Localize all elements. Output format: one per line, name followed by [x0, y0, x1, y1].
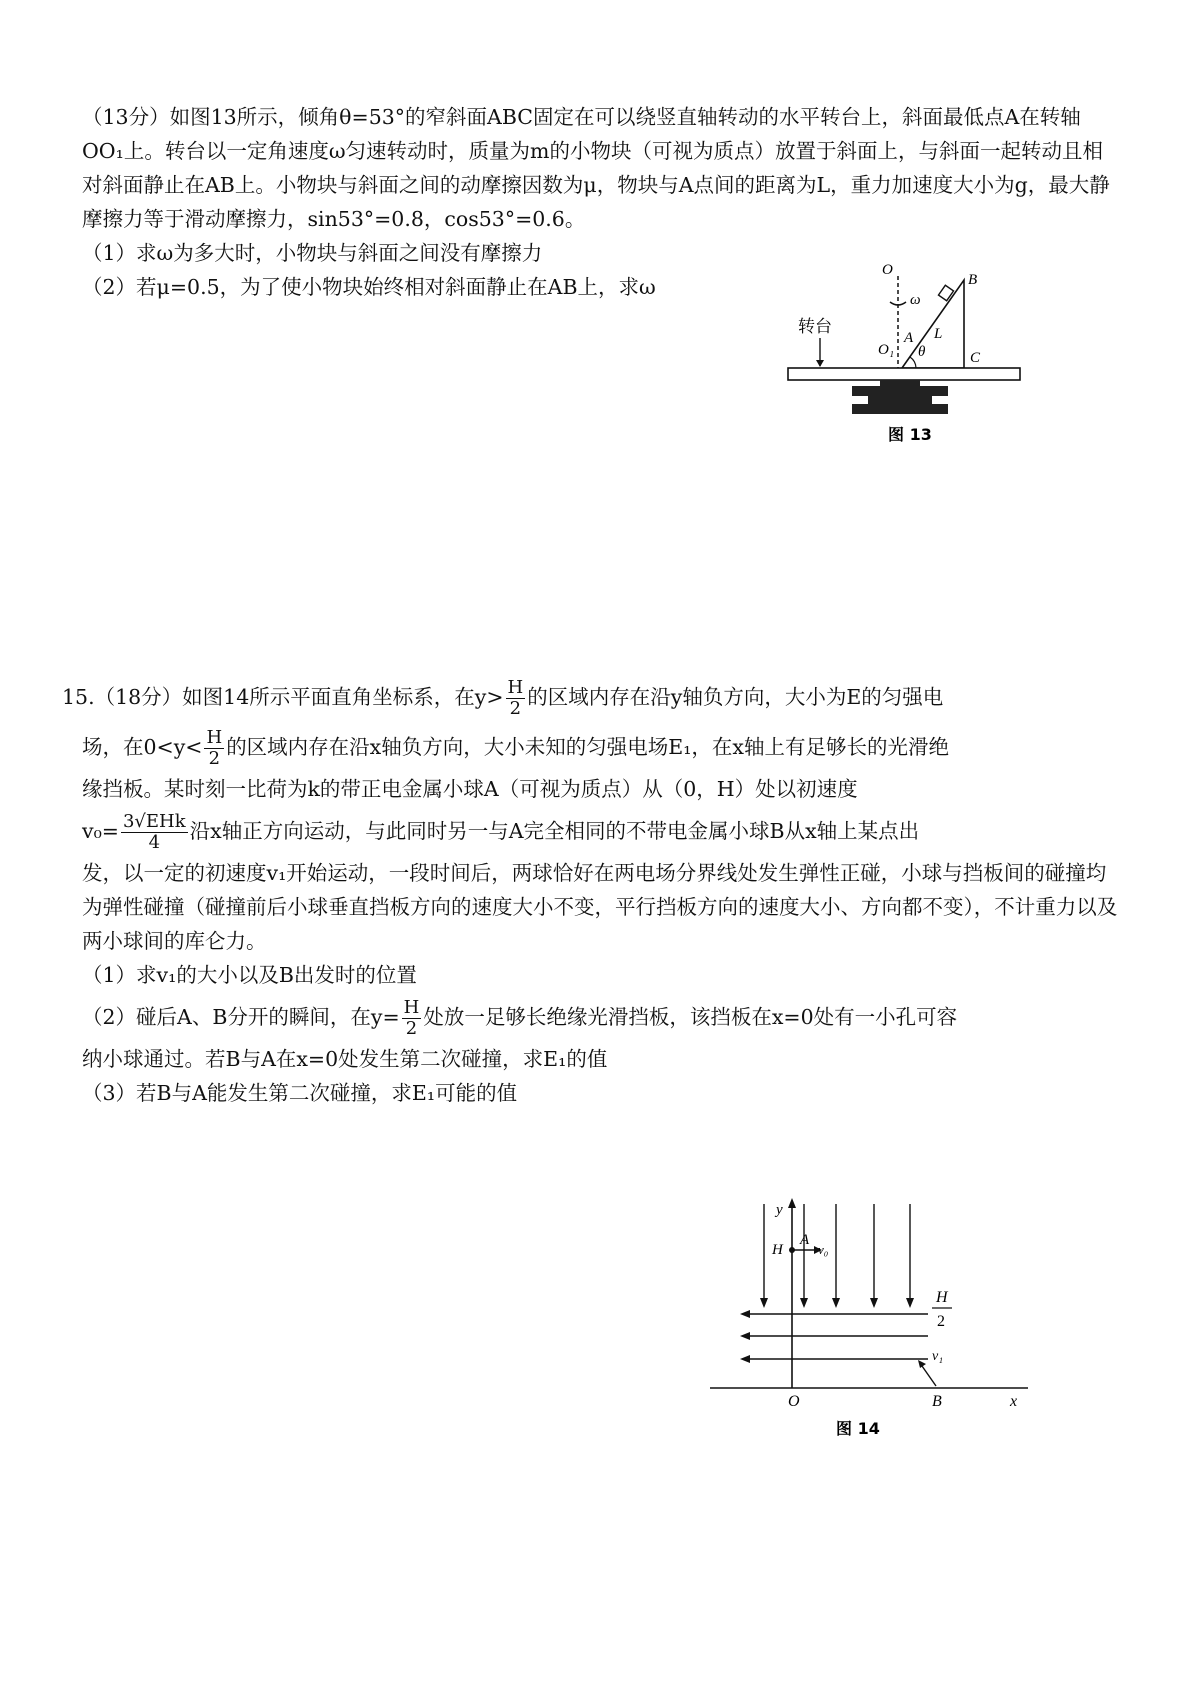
label-O: O: [788, 1393, 800, 1410]
q15-subquestion-3: （3）若B与A能发生第二次碰撞，求E₁可能的值: [82, 1081, 518, 1105]
frac-den-c: 2: [405, 1018, 418, 1039]
q15-subquestion-2-line-2: 纳小球通过。若B与A在x=0处发生第二次碰撞，求E₁的值: [82, 1047, 608, 1071]
q15-head-tail: 的区域内存在沿y轴负方向，大小为E的匀强电: [527, 685, 944, 709]
label-v0: v₀: [818, 1242, 829, 1257]
frac-num-b: H: [206, 727, 223, 748]
y-axis-arrow: [788, 1198, 796, 1208]
label-H: H: [772, 1242, 783, 1258]
figure-13: [780, 262, 1040, 452]
v0-pre: v₀=: [82, 819, 119, 843]
fraction-h-over-2-b: [204, 728, 224, 769]
q15-line2-post: 的区域内存在沿x轴负方向，大小未知的匀强电场E₁，在x轴上有足够长的光滑绝: [226, 735, 949, 759]
q15-head: 15.（18分）如图14所示平面直角坐标系，在y>: [62, 685, 504, 709]
q15-line-2: [62, 722, 1122, 772]
q15-subquestion-1: （1）求v₁的大小以及B出发时的位置: [82, 963, 417, 987]
frac-den: 2: [509, 698, 522, 719]
label-omega: ω: [910, 292, 921, 308]
q15-line-3: 缘挡板。某时刻一比荷为k的带正电金属小球A（可视为质点）从（0，H）处以初速度: [82, 777, 858, 801]
label-H2-den: 2: [937, 1313, 945, 1330]
fraction-v0: [121, 812, 188, 853]
sub2-pre: （2）碰后A、B分开的瞬间，在y=: [82, 1005, 400, 1029]
figure-14-caption: 图 14: [836, 1419, 880, 1438]
field-E-arrowheads: [760, 1298, 914, 1308]
label-A: A: [800, 1232, 810, 1248]
q15-line-4: [62, 806, 1122, 856]
v0-den: 4: [148, 832, 161, 853]
figure-13-caption: 图 13: [888, 425, 932, 444]
label-turntable: 转台: [798, 317, 832, 337]
v0-num: 3√EHk: [122, 811, 186, 832]
field-E1-arrowheads: [740, 1310, 750, 1363]
q15-line2-pre: 场，在0<y<: [82, 735, 203, 759]
q14-subquestion-1: （1）求ω为多大时，小物块与斜面之间没有摩擦力: [82, 241, 543, 265]
sub2-post: 处放一足够长绝缘光滑挡板，该挡板在x=0处有一小孔可容: [423, 1005, 958, 1029]
label-v1: v₁: [932, 1349, 944, 1364]
label-A: A: [904, 330, 914, 346]
q15-subquestion-2: [62, 992, 1122, 1042]
turntable-plate: [788, 368, 1020, 380]
frac-den-b: 2: [208, 748, 221, 769]
fraction-h-over-2: [506, 678, 526, 719]
label-y: y: [776, 1202, 783, 1218]
label-theta: θ: [918, 344, 926, 360]
label-B: B: [932, 1393, 942, 1410]
turntable-pointer-head: [816, 360, 824, 367]
figure-14: [710, 1196, 1040, 1446]
label-H2-num: H: [936, 1289, 948, 1306]
field-E1-lines: [744, 1336, 928, 1359]
q14-paragraph: （13分）如图13所示，倾角θ=53°的窄斜面ABC固定在可以绕竖直轴转动的水平转台上，斜面最低点A在转轴OO₁上。转台以一定角速度ω匀速转动时，质量为m的小物块（可视为质点）放置于斜面上，与斜面一起转动且相对斜面静止在AB上。小物块与斜面之间的动摩擦因数为μ，物块与A点间的距离为L，重力加速度大小为g，最大静摩擦力等于滑动摩擦力，sin53°=0.8，cos53°=0.6。: [82, 105, 1110, 231]
v0-post: 沿x轴正方向运动，与此同时另一与A完全相同的不带电金属小球B从x轴上某点出: [189, 819, 920, 843]
label-B: B: [968, 272, 978, 288]
v1-arrow: [922, 1366, 936, 1386]
label-O: O: [882, 262, 893, 278]
field-E-lines: [764, 1204, 910, 1304]
label-C: C: [970, 350, 981, 366]
question-15: [62, 672, 1122, 1110]
frac-num-c: H: [403, 997, 420, 1018]
q14-subquestion-2: （2）若μ=0.5，为了使小物块始终相对斜面静止在AB上，求ω: [82, 275, 656, 299]
figure-13-diagram: [780, 262, 1040, 452]
motor-flange-bottom: [852, 404, 948, 414]
motor-top: [880, 380, 920, 386]
rotation-arrow-icon: [890, 302, 906, 305]
figure-14-diagram: [710, 1196, 1040, 1446]
label-L: L: [934, 326, 943, 342]
motor-flange-top: [852, 386, 948, 396]
motor-body: [868, 396, 932, 404]
angle-arc: [910, 357, 916, 368]
label-x: x: [1010, 1393, 1018, 1410]
label-O1: O₁: [878, 342, 895, 358]
q15-line-1: [62, 672, 1122, 722]
frac-num: H: [507, 677, 524, 698]
fraction-h-over-2-c: [402, 998, 422, 1039]
q15-line-5: 发，以一定的初速度v₁开始运动，一段时间后，两球恰好在两电场分界线处发生弹性正碰，小球与挡板间的碰撞均为弹性碰撞（碰撞前后小球垂直挡板方向的速度大小不变，平行挡板方向的速度大小、方向都不变），不计重力以及两小球间的库仑力。: [82, 861, 1118, 953]
